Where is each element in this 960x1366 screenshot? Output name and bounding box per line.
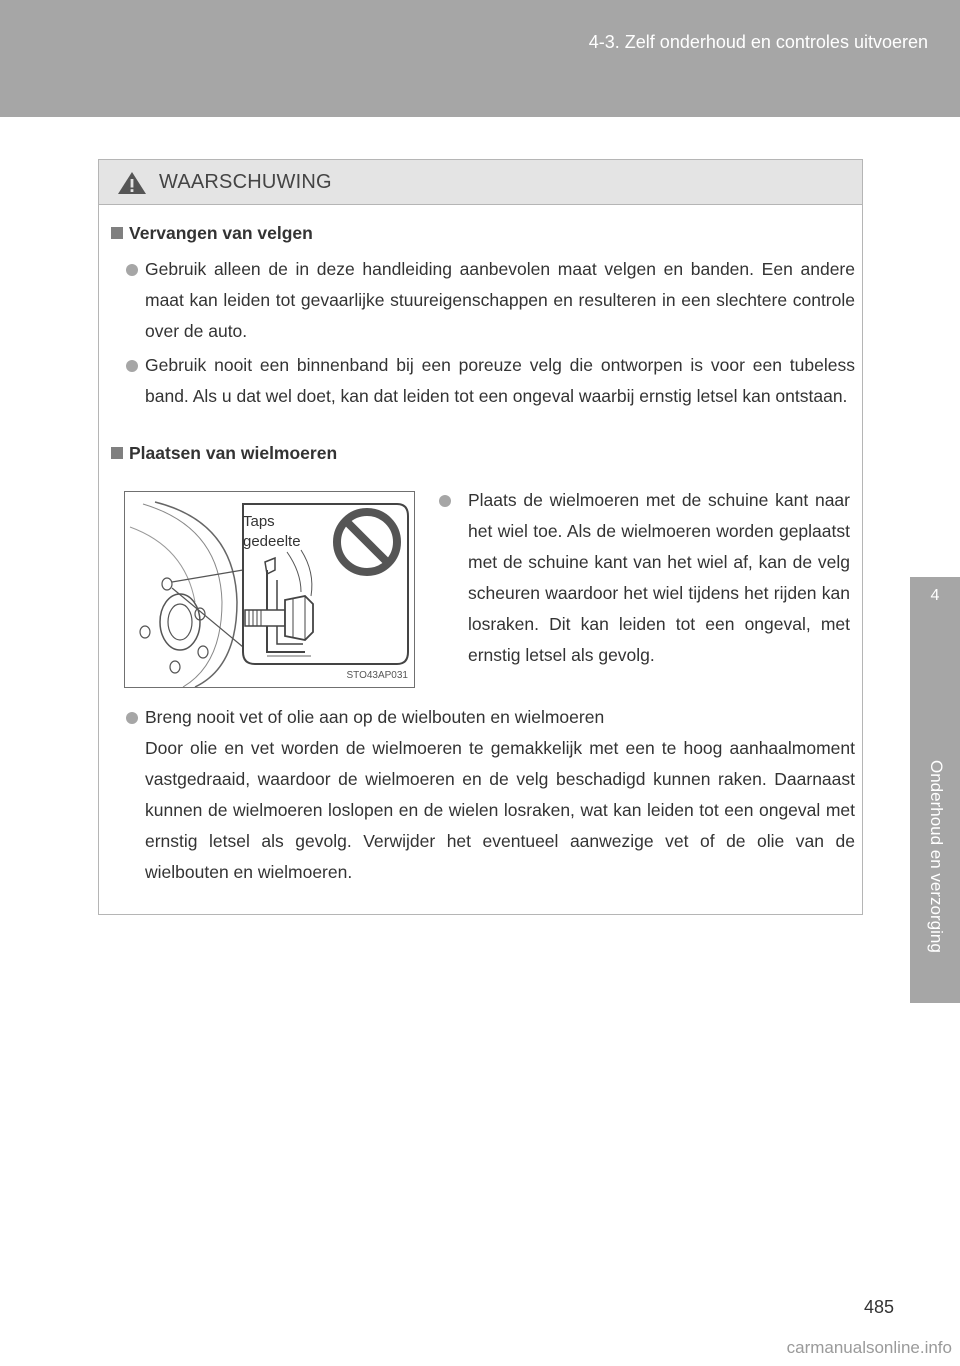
wheel-nut-illustration bbox=[124, 491, 415, 688]
bullet-icon bbox=[126, 264, 138, 276]
paragraph-binnenband: Gebruik nooit een binnenband bij een poreuze velg die ontworpen is voor een tubeless band. Als u dat wel doet, kan dat leiden tot een ongeval waarbij ernstig letsel kan ontstaan. bbox=[145, 355, 855, 406]
chapter-number: 4 bbox=[930, 587, 940, 604]
figure-code: STO43AP031 bbox=[346, 670, 408, 681]
chapter-side-tab bbox=[910, 577, 960, 1003]
square-bullet-icon bbox=[111, 227, 123, 239]
section-title: 4-3. Zelf onderhoud en controles uitvoeren bbox=[588, 32, 928, 52]
subheading-wielmoeren: Plaatsen van wielmoeren bbox=[111, 443, 337, 464]
bullet-icon bbox=[126, 712, 138, 724]
chapter-title: Onderhoud en verzorging bbox=[927, 760, 946, 953]
square-bullet-icon bbox=[111, 447, 123, 459]
paragraph-vet-olie: Door olie en vet worden de wielmoeren te gemakkelijk met een te hoog aanhaalmoment vastgedraaid, waardoor de wielmoeren en de velg beschadigd kunnen raken. Daarnaast kunnen de wielmoeren loslopen en de wielen losraken, wat kan leiden tot een ongeval met ernstig letsel als gevolg. Verwijder het eventueel aanwezige vet of de olie van de wielbouten en wielmoeren. bbox=[145, 738, 855, 882]
paragraph-schuine-kant: Plaats de wielmoeren met de schuine kant naar het wiel toe. Als de wielmoeren worden geplaatst met de schuine kant van het wiel af, kan de velg scheuren waardoor het wiel tijdens het rijden kan losraken. Dit kan leiden tot een ongeval, met ernstig letsel als gevolg. bbox=[468, 490, 850, 665]
page-number: 485 bbox=[863, 1297, 894, 1317]
figure-label: Taps gedeelte bbox=[243, 513, 301, 550]
bullet-icon bbox=[439, 495, 451, 507]
header-band bbox=[0, 0, 960, 117]
bullet-icon bbox=[126, 360, 138, 372]
warning-title: WAARSCHUWING bbox=[159, 171, 332, 193]
warning-content bbox=[99, 160, 864, 916]
watermark[interactable]: carmanualsonline.info bbox=[786, 1338, 952, 1357]
subheading-velgen: Vervangen van velgen bbox=[111, 223, 313, 244]
warning-box bbox=[98, 159, 863, 915]
paragraph-vet-olie-heading: Breng nooit vet of olie aan op de wielbouten en wielmoeren bbox=[145, 707, 605, 727]
paragraph-velgen-maat: Gebruik alleen de in deze handleiding aanbevolen maat velgen en banden. Een andere maat kan leiden tot gevaarlijke stuureigenschappen en resulteren in een slechtere controle over de auto. bbox=[145, 259, 855, 341]
